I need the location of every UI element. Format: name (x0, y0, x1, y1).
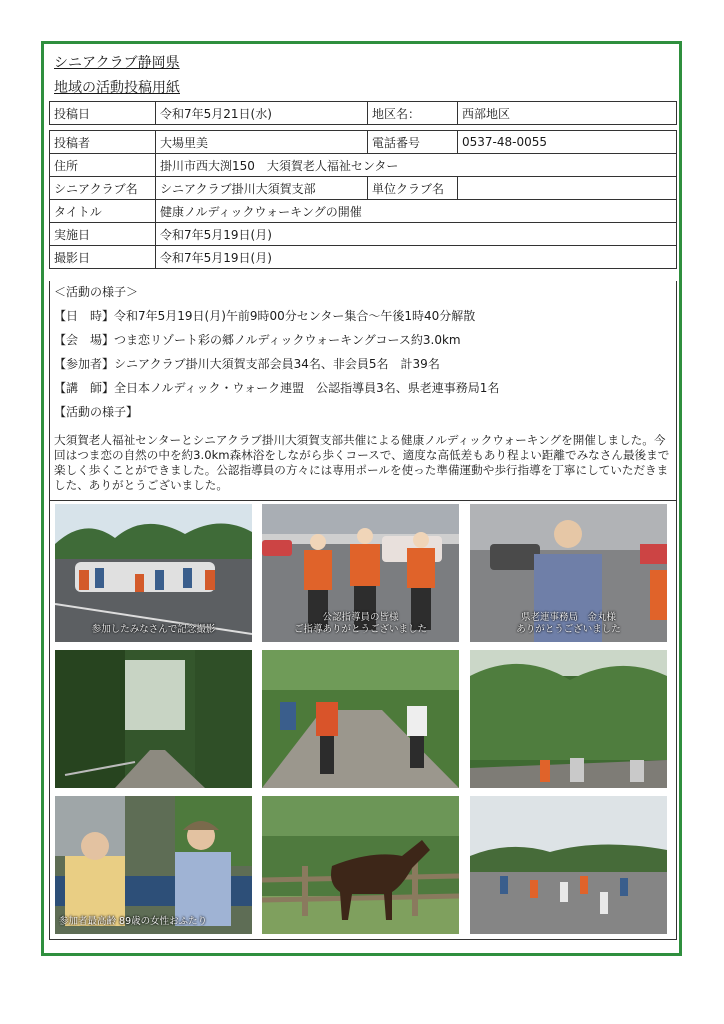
district-label: 地区名： (368, 102, 458, 125)
instructors-photo (262, 504, 459, 642)
phone-label: 電話番号 (368, 131, 458, 154)
activity-details (49, 281, 677, 501)
group-photo-caption: 参加したみなさんで記念撮影 (91, 624, 216, 635)
instructors-caption-line1: 公認指導員の皆様 (322, 612, 399, 623)
poster-value: 大場里美 (156, 131, 368, 154)
club-label: シニアクラブ名 (50, 177, 156, 200)
district-value: 西部地区 (458, 102, 677, 125)
activity-subheading: 【活動の様子】 (54, 405, 139, 419)
post-date-value: 令和7年5月21日(水) (156, 102, 368, 125)
instructors-caption-line2: ご指導ありがとうございました (293, 624, 427, 635)
instructors-caption (262, 612, 459, 636)
photo-date-value: 令和7年5月19日(月) (156, 246, 677, 269)
title-label: タイトル (50, 200, 156, 223)
held-date-value: 令和7年5月19日(月) (156, 223, 677, 246)
staff-caption-line2: ありがとうございました (516, 624, 621, 635)
activity-datetime: 【日 時】令和7年5月19日(月)午前9時00分センター集合～午後1時40分解散 (54, 309, 476, 323)
photo-date-label: 撮影日 (50, 246, 156, 269)
phone-value: 0537-48-0055 (458, 131, 677, 154)
photo-grid (49, 500, 677, 940)
club-value: シニアクラブ掛川大須賀支部 (156, 177, 368, 200)
form-title: 地域の活動投稿用紙 (54, 80, 180, 96)
unit-club-value (458, 177, 677, 200)
group-photo (55, 504, 252, 642)
activity-heading: ＜活動の様子＞ (54, 285, 139, 299)
walkers-photo (262, 650, 459, 788)
forest-path-image (55, 650, 252, 788)
eldest-participants-photo (55, 796, 252, 934)
horse-image (262, 796, 459, 934)
horse-photo (262, 796, 459, 934)
activity-description: 大須賀老人福祉センターとシニアクラブ掛川大須賀支部共催による健康ノルディックウォーキングを開催しました。今回はつま恋の自然の中を約3.0km森林浴をしながら歩くコースで、適度な高低差もあり程よい距離でみなさん最後まで楽しく歩くことができました。公認指導員の方々には専用ポールを使った準備運動や歩行指導を丁寧にしていただきました、ありがとうございました。 (54, 433, 670, 492)
forest-path-photo (55, 650, 252, 788)
warmup-image (470, 796, 667, 934)
poster-info-table (49, 130, 677, 269)
park-walkers-image (470, 650, 667, 788)
activity-report-sheet (41, 41, 682, 956)
activity-instructor: 【講 師】全日本ノルディック・ウォーク連盟 公認指導員3名、県老連事務局1名 (54, 381, 500, 395)
staff-photo (470, 504, 667, 642)
address-label: 住所 (50, 154, 156, 177)
activity-venue: 【会 場】つま恋リゾート彩の郷ノルディックウォーキングコース約3.0km (54, 333, 461, 347)
eldest-caption: 参加者最高齢 89歳の女性おふたり (59, 916, 208, 927)
staff-caption (470, 612, 667, 636)
post-info-table (49, 101, 677, 125)
staff-caption-line1: 県老連事務局 金丸様 (520, 612, 616, 623)
post-date-label: 投稿日 (50, 102, 156, 125)
title-value: 健康ノルディックウォーキングの開催 (156, 200, 677, 223)
address-value: 掛川市西大渕150 大須賀老人福祉センター (156, 154, 677, 177)
activity-participants: 【参加者】シニアクラブ掛川大須賀支部会員34名、非会員5名 計39名 (54, 357, 440, 371)
unit-club-label: 単位クラブ名 (368, 177, 458, 200)
poster-label: 投稿者 (50, 131, 156, 154)
park-walkers-photo (470, 650, 667, 788)
eldest-participants-image (55, 796, 252, 934)
walkers-image (262, 650, 459, 788)
group-photo-image (55, 504, 252, 642)
org-name: シニアクラブ静岡県 (54, 55, 180, 71)
held-date-label: 実施日 (50, 223, 156, 246)
warmup-photo (470, 796, 667, 934)
